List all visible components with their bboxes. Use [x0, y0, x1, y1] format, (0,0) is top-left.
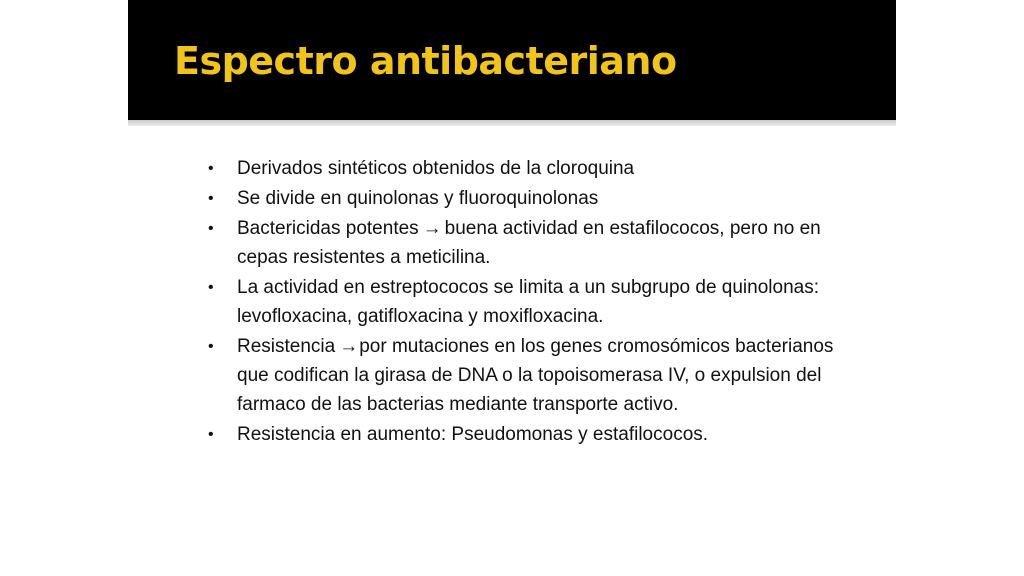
right-arrow-icon: → [339, 336, 359, 357]
title-band [128, 0, 896, 120]
bullet-text-after-arrow: buena actividad en estafilococos, pero no en cepas resistentes a meticilina. [237, 218, 821, 268]
bullet-text: La actividad en estreptococos se limita a un subgrupo de quinolonas: levofloxacina, gatifloxacina y moxifloxacina. [237, 277, 819, 327]
bullet-item [208, 214, 868, 272]
title-divider [128, 120, 896, 126]
bullet-dot-icon: • [208, 279, 214, 296]
bullet-item [208, 420, 868, 449]
bullet-dot-icon: • [208, 220, 214, 237]
bullet-dot-icon: • [208, 338, 214, 355]
bullet-dot-icon: • [208, 190, 214, 207]
bullet-item [208, 184, 868, 213]
right-arrow-icon: → [422, 218, 442, 239]
bullet-text: Derivados sintéticos obtenidos de la cloroquina [237, 158, 635, 179]
slide-title: Espectro antibacteriano [174, 39, 677, 83]
bullet-text-before-arrow: Resistencia [237, 336, 336, 357]
bullet-text: Resistencia en aumento: Pseudomonas y estafilococos. [237, 424, 709, 445]
bullet-text-after-arrow: por mutaciones en los genes cromosómicos bacterianos que codifican la girasa de DNA o la topoisomerasa IV, o expulsion del farmaco de las bacterias mediante transporte activo. [237, 336, 834, 415]
bullet-text-before-arrow: Bactericidas potentes [237, 218, 419, 239]
bullet-list [208, 154, 868, 449]
bullet-dot-icon: • [208, 426, 214, 443]
bullet-text: Se divide en quinolonas y fluoroquinolonas [237, 188, 599, 209]
content-area [208, 154, 868, 450]
bullet-item [208, 332, 868, 419]
bullet-dot-icon: • [208, 160, 214, 177]
bullet-item [208, 273, 868, 331]
bullet-item [208, 154, 868, 183]
